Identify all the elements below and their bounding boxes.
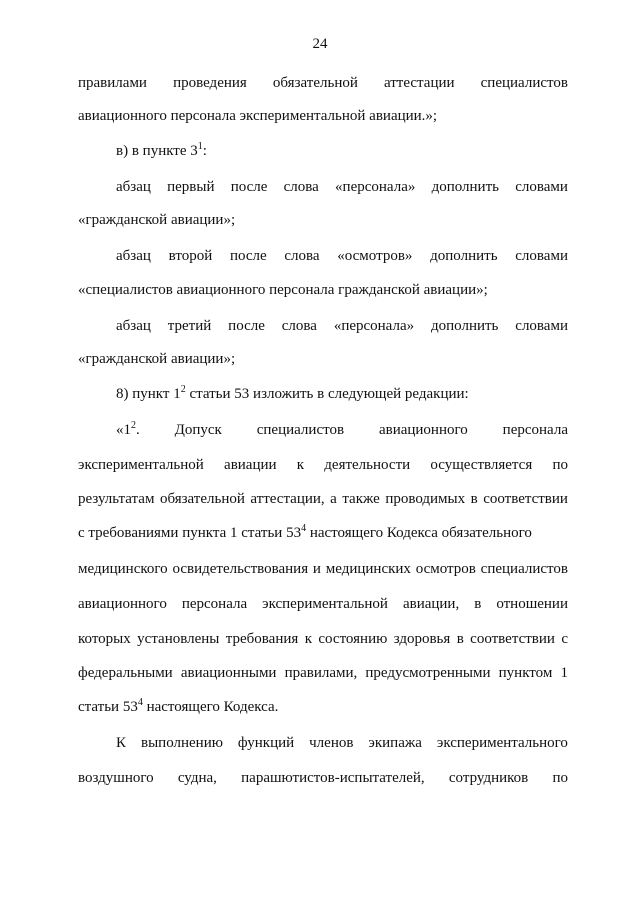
word: сотрудников bbox=[448, 770, 529, 786]
text-line: авиационного персонала экспериментальной авиации.»; bbox=[78, 108, 438, 124]
word: пунктом bbox=[498, 665, 553, 681]
superscript: 1 bbox=[197, 141, 203, 152]
word: 1 bbox=[560, 665, 568, 681]
word: освидетельствования bbox=[172, 561, 309, 577]
word: здоровья bbox=[393, 631, 451, 647]
word: слова bbox=[281, 318, 317, 334]
word: экспериментальной bbox=[78, 457, 204, 473]
word: слова bbox=[283, 179, 319, 195]
word: функций bbox=[237, 735, 295, 751]
text-line: с требованиями пункта 1 статьи $53^4$ настоящего Кодекса обязательного bbox=[78, 523, 532, 541]
word: словами bbox=[515, 248, 568, 264]
word: дополнить bbox=[431, 179, 499, 195]
word: после bbox=[228, 318, 265, 334]
word: экипажа bbox=[368, 735, 422, 751]
text-line: «гражданской авиации»; bbox=[78, 212, 236, 228]
text-line bbox=[116, 178, 568, 196]
word: проведения bbox=[173, 75, 247, 91]
text-line bbox=[78, 664, 568, 682]
word: обязательной bbox=[159, 491, 245, 507]
text-line: в) в пункте $3^1$: bbox=[116, 141, 207, 159]
word: установлены bbox=[137, 631, 220, 647]
word: соответствии bbox=[483, 491, 568, 507]
word: а bbox=[330, 491, 337, 507]
word: парашютистов-испытателей, bbox=[241, 770, 425, 786]
word: медицинских bbox=[325, 561, 411, 577]
word: авиационного bbox=[378, 422, 468, 438]
word: Допуск bbox=[174, 422, 222, 438]
word: абзац bbox=[116, 318, 151, 334]
word: по bbox=[552, 770, 568, 786]
text-line: статьи $53^4$ настоящего Кодекса. bbox=[78, 697, 279, 715]
word: выполнению bbox=[141, 735, 223, 751]
word: специалистов bbox=[480, 561, 568, 577]
word: осмотров bbox=[415, 561, 476, 577]
superscript: 2 bbox=[180, 384, 186, 395]
text-line: «гражданской авиации»; bbox=[78, 351, 236, 367]
word: специалистов bbox=[256, 422, 345, 438]
word: авиационного bbox=[78, 596, 167, 612]
text-line bbox=[116, 734, 568, 752]
word: соответствии bbox=[470, 631, 555, 647]
word: третий bbox=[167, 318, 212, 334]
superscript: 4 bbox=[301, 523, 307, 534]
word: авиации bbox=[224, 457, 277, 473]
word: авиации, bbox=[402, 596, 460, 612]
word: к bbox=[304, 631, 312, 647]
text-line bbox=[116, 317, 568, 335]
word: аттестации, bbox=[250, 491, 325, 507]
word: К bbox=[116, 735, 127, 751]
text-line bbox=[78, 630, 568, 648]
word: деятельности bbox=[324, 457, 411, 473]
word: осуществляется bbox=[430, 457, 533, 473]
word: персонала bbox=[502, 422, 568, 438]
word: в bbox=[474, 596, 482, 612]
word: экспериментального bbox=[436, 735, 568, 751]
word: отношении bbox=[496, 596, 568, 612]
word: первый bbox=[167, 179, 215, 195]
word: слова bbox=[284, 248, 320, 264]
word: и bbox=[312, 561, 321, 577]
superscript: 2 bbox=[131, 420, 136, 431]
word: в bbox=[470, 491, 478, 507]
word: после bbox=[229, 248, 267, 264]
word: абзац bbox=[116, 248, 151, 264]
word: правилами bbox=[78, 75, 147, 91]
text-line bbox=[116, 421, 568, 439]
word: проводимых bbox=[385, 491, 466, 507]
word: после bbox=[230, 179, 268, 195]
word: состоянию bbox=[318, 631, 388, 647]
word: дополнить bbox=[430, 248, 498, 264]
text-line bbox=[78, 769, 568, 787]
text-line bbox=[78, 74, 568, 92]
word: воздушного bbox=[78, 770, 154, 786]
text-line bbox=[116, 247, 568, 265]
word: «персонала» bbox=[335, 179, 416, 195]
word: словами bbox=[515, 318, 568, 334]
text-line bbox=[78, 595, 568, 613]
page-number: 24 bbox=[312, 36, 328, 52]
word: по bbox=[552, 457, 568, 473]
text-line bbox=[78, 560, 568, 578]
word: которых bbox=[78, 631, 131, 647]
word: медицинского bbox=[78, 561, 168, 577]
word: специалистов bbox=[480, 75, 568, 91]
word: судна, bbox=[177, 770, 217, 786]
word: второй bbox=[168, 248, 213, 264]
word: предусмотренными bbox=[365, 665, 491, 681]
word: словами bbox=[515, 179, 568, 195]
word: с bbox=[561, 631, 568, 647]
word: абзац bbox=[116, 179, 151, 195]
word: требования bbox=[225, 631, 299, 647]
word: экспериментальной bbox=[262, 596, 388, 612]
word: «осмотров» bbox=[337, 248, 413, 264]
text-line bbox=[78, 456, 568, 474]
text-line bbox=[78, 490, 568, 508]
word: в bbox=[456, 631, 464, 647]
word: членов bbox=[309, 735, 354, 751]
word: обязательной bbox=[272, 75, 358, 91]
word: «персонала» bbox=[333, 318, 415, 334]
word: также bbox=[342, 491, 380, 507]
word: результатам bbox=[78, 491, 155, 507]
word: «$1^2$. bbox=[116, 420, 140, 438]
text-line: 8) пункт $1^2$ статьи 53 изложить в следующей редакции: bbox=[116, 384, 469, 402]
word: дополнить bbox=[431, 318, 499, 334]
word: авиационными bbox=[180, 665, 277, 681]
word: федеральными bbox=[78, 665, 173, 681]
word: к bbox=[296, 457, 305, 473]
word: персонала bbox=[181, 596, 248, 612]
word: аттестации bbox=[383, 75, 455, 91]
superscript: 4 bbox=[137, 697, 143, 708]
word: правилами, bbox=[284, 665, 358, 681]
text-line: «специалистов авиационного персонала гражданской авиации»; bbox=[78, 282, 488, 298]
